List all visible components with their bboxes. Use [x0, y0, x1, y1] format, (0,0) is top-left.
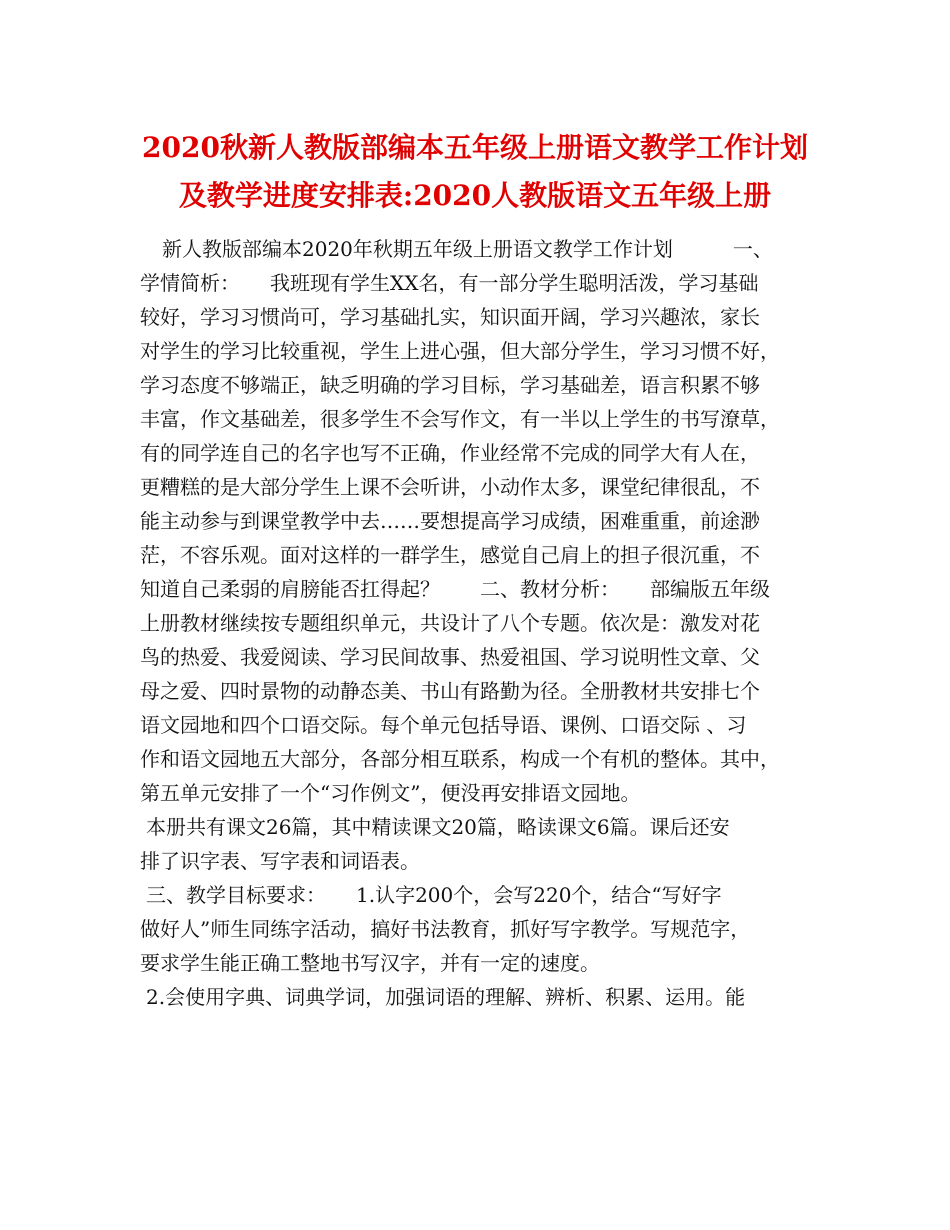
- body-line: 较好，学习习惯尚可，学习基础扎实，知识面开阔，学习兴趣浓，家长: [140, 305, 760, 329]
- body-line: 排了识字表、写字表和词语表。: [140, 849, 420, 873]
- body-line: 要求学生能正确工整地书写汉字，并有一定的速度。: [140, 951, 600, 975]
- body-line: 更糟糕的是大部分学生上课不会听讲，小动作太多，课堂纪律很乱，不: [140, 475, 760, 499]
- body-line: 鸟的热爱、我爱阅读、学习民间故事、热爱祖国、学习说明性文章、父: [140, 645, 760, 669]
- body-line: 新人教版部编本2020年秋期五年级上册语文教学工作计划 一、: [162, 237, 773, 261]
- body-line: 知道自己柔弱的肩膀能否扛得起？ 二、教材分析： 部编版五年级: [140, 577, 770, 601]
- body-line: 2.会使用字典、词典学词，加强词语的理解、辨析、积累、运用。能: [146, 985, 746, 1009]
- body-line: 语文园地和四个口语交际。每个单元包括导语、课例、口语交际 、习: [140, 713, 747, 737]
- body-line: 对学生的学习比较重视，学生上进心强，但大部分学生，学习习惯不好，: [140, 339, 780, 363]
- body-line: 丰富，作文基础差，很多学生不会写作文，有一半以上学生的书写潦草，: [140, 407, 780, 431]
- body-line: 母之爱、四时景物的动静态美、书山有路勤为径。全册教材共安排七个: [140, 679, 760, 703]
- body-line: 学习态度不够端正，缺乏明确的学习目标，学习基础差，语言积累不够: [140, 373, 760, 397]
- body-line: 学情简析： 我班现有学生XX名，有一部分学生聪明活泼，学习基础: [140, 271, 759, 295]
- body-line: 茫，不容乐观。面对这样的一群学生，感觉自己肩上的担子很沉重，不: [140, 543, 760, 567]
- body-line: 有的同学连自己的名字也写不正确，作业经常不完成的同学大有人在，: [140, 441, 760, 465]
- body-line: 能主动参与到课堂教学中去……要想提高学习成绩，困难重重，前途渺: [140, 509, 760, 533]
- body-line: 做好人”师生同练字活动，搞好书法教育，抓好写字教学。写规范字，: [140, 917, 751, 941]
- document-title-line-2: 及教学进度安排表:2020人教版语文五年级上册: [178, 179, 772, 212]
- document-title-line-1: 2020秋新人教版部编本五年级上册语文教学工作计划: [142, 131, 808, 164]
- body-line: 本册共有课文26篇，其中精读课文20篇，略读课文6篇。课后还安: [146, 815, 730, 839]
- body-line: 作和语文园地五大部分，各部分相互联系，构成一个有机的整体。其中，: [140, 747, 780, 771]
- body-line: 第五单元安排了一个“习作例文”，便没再安排语文园地。: [140, 781, 641, 805]
- body-line: 三、教学目标要求： 1.认字200个，会写220个，结合“写好字: [146, 883, 722, 907]
- body-line: 上册教材继续按专题组织单元，共设计了八个专题。依次是：激发对花: [140, 611, 760, 635]
